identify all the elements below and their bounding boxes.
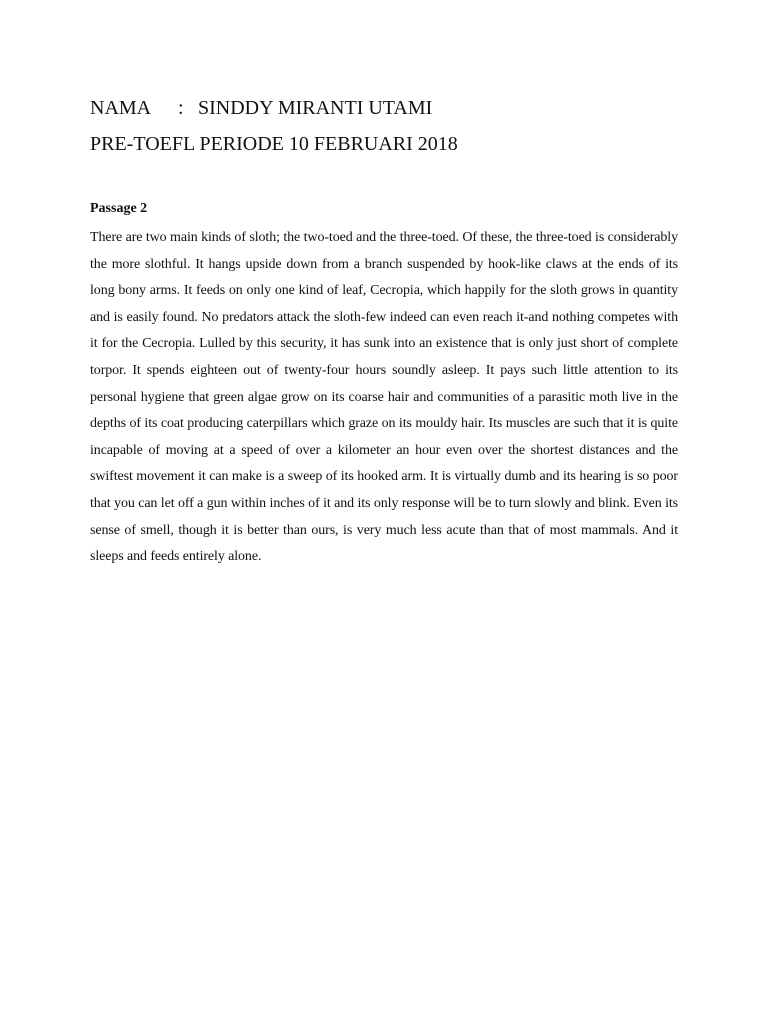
passage-body: There are two main kinds of sloth; the two-toed and the three-toed. Of these, the three-toed is considerably the more slothful. It hangs upside down from a branch suspended by hook-like claws at the ends of its long bony arms. It feeds on only one kind of leaf, Cecropia, which happily for the sloth grows in quantity and is easily found. No predators attack the sloth-few indeed can even reach it-and nothing competes with it for the Cecropia. Lulled by this security, it has sunk into an existence that is only just short of complete torpor. It spends eighteen out of twenty-four hours soundly asleep. It pays such little attention to its personal hygiene that green algae grow on its coarse hair and communities of a parasitic moth live in the depths of its coat producing caterpillars which graze on its mouldy hair. Its muscles are such that it is quite incapable of moving at a speed of over a kilometer an hour even over the shortest distances and the swiftest movement it can make is a sweep of its hooked arm. It is virtually dumb and its hearing is so poor that you can let off a gun within inches of it and its only response will be to turn slowly and blink. Even its sense of smell, though it is better than ours, is very much less acute than that of most mammals. And it sleeps and feeds entirely alone. — [90, 230, 678, 565]
name-line — [90, 92, 690, 124]
passage-title: Passage 2 — [90, 201, 148, 216]
name-value: SINDDY MIRANTI UTAMI — [198, 97, 433, 119]
name-colon: : — [178, 97, 184, 119]
exam-period-line: PRE-TOEFL PERIODE 10 FEBRUARI 2018 — [90, 133, 458, 155]
document-header — [90, 92, 690, 160]
name-label: NAMA — [90, 97, 152, 119]
